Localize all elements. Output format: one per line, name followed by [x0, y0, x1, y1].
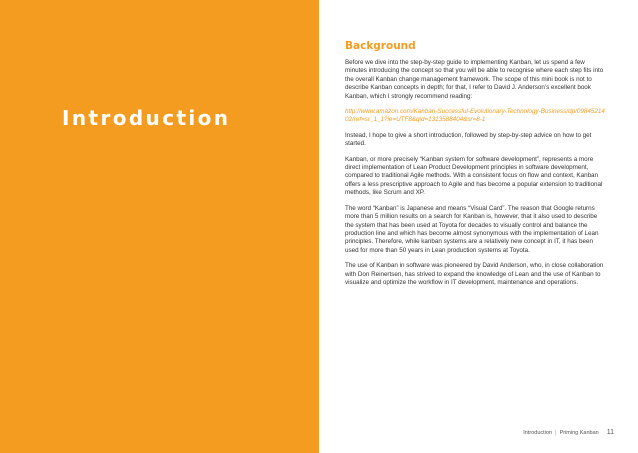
- page-number: 11: [606, 429, 614, 436]
- paragraph-kanban-history: The use of Kanban in software was pioneered by David Anderson, who, in close collaboration with Don Reinertsen, has strived to expand the knowledge of Lean and the use of Kanban to visualize and optimize the workflow in IT development, maintenance and operations.: [345, 262, 604, 286]
- book-link[interactable]: http://www.amazon.com/Kanban-Successful-Evolutionary-Technology-Business/dp/0984521402/ref=sr_1_1?ie=UTF8&qid=1313588404&sr=8-1: [345, 108, 605, 124]
- chapter-title: Introduction: [62, 106, 231, 130]
- section-content: [345, 40, 607, 294]
- section-heading: Background: [345, 40, 416, 52]
- paragraph-kanban-definition: Kanban, or more precisely “Kanban system for software development”, represents a more direct implementation of Lean Product Development principles in software development, compared to traditional Agile methods. With a consistent focus on flow and context, Kanban offers a less prescriptive approach to Agile and has become a popular extension to traditional methods, like Scrum and XP.: [345, 155, 603, 197]
- paragraph-intro: Before we dive into the step-by-step guide to implementing Kanban, let us spend a few minutes introducing the concept so that you will be able to recognise where each step fits into the overall Kanban change management framework. The scope of this mini book is not to describe Kanban concepts in depth; for that, I refer to David J. Anderson’s excellent book Kanban, which I strongly recommend reading:: [345, 59, 604, 100]
- footer-chapter-label: Introduction: [523, 429, 553, 436]
- paragraph-instead: Instead, I hope to give a short introduction, followed by step-by-step advice on how to get started.: [345, 131, 592, 148]
- footer-separator: |: [555, 429, 557, 436]
- footer-book-title: Priming Kanban: [559, 429, 599, 436]
- page-footer: [523, 429, 614, 436]
- paragraph-kanban-word: The word “Kanban” is Japanese and means “Visual Card”. The reason that Google returns more than 5 million results on a search for Kanban is, however, that it also used to describe the system that has been used at Toyota for decades to visually control and balance the production line and which has become almost synonymous with the implementation of Lean principles. Therefore, while kanban systems are a relatively new concept in IT, it has been used for more than 50 years in Lean production systems at Toyota.: [345, 204, 599, 254]
